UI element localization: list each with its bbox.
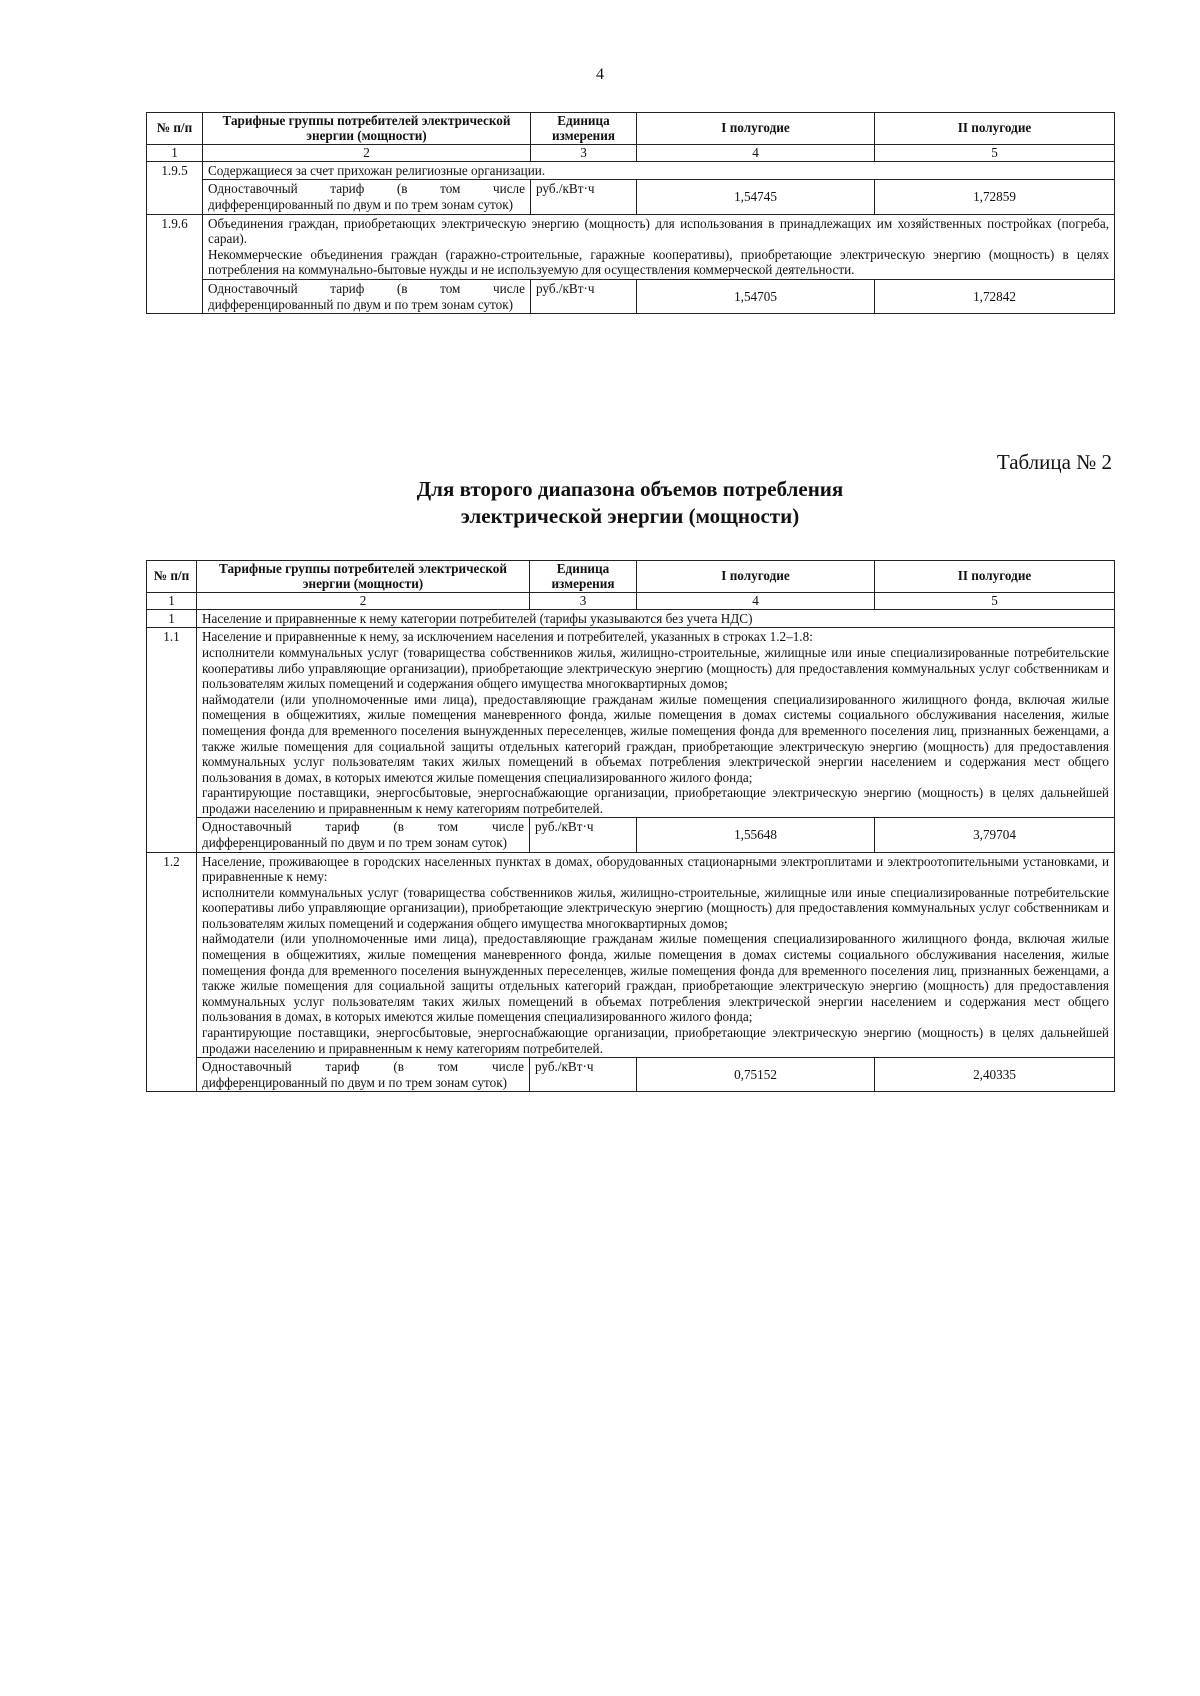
row-description [203,214,1115,279]
index-cell: 3 [531,145,637,162]
header-tariff-groups: Тарифные группы потребителей электрической энергии (мощности) [197,561,530,593]
description-paragraph: Объединения граждан, приобретающих электрическую энергию (мощность) для использования в принадлежащих им хозяйственных постройках (погреба, сараи). [208,215,1109,247]
tariff-row [147,1058,1115,1092]
tariff-unit: руб./кВт·ч [530,1058,637,1092]
tariff-unit: руб./кВт·ч [531,180,637,214]
table-number-label: Таблица № 2 [996,450,1112,474]
index-cell: 1 [147,593,197,610]
tariff-value-half-2: 1,72859 [875,180,1115,214]
tariff-value-half-1: 1,54745 [637,180,875,214]
header-half-1: I полугодие [637,113,875,145]
index-row [147,593,1115,610]
table-row [147,628,1115,818]
tariff-row [147,279,1115,313]
tariff-value-half-2: 3,79704 [875,818,1115,852]
index-cell: 4 [637,145,875,162]
section-title-line: Для второго диапазона объемов потребления [416,477,844,501]
description-paragraph: Население, проживающее в городских населенных пунктах в домах, оборудованных стационарными электроплитами и электроотопительными установками, и приравненные к нему: [202,853,1109,885]
tariff-row [147,818,1115,852]
description-paragraph: исполнители коммунальных услуг (товарищества собственников жилья, жилищно-строительные, жилищные или иные специализированные потребительские кооперативы либо управляющие организации), приобретающие электрическую энергию (мощность) для предоставления коммунальных услуг собственникам и пользователям жилых помещений и содержания общего имущества многоквартирных домов; [202,884,1109,931]
tariff-row [147,180,1115,214]
tariff-value-half-2: 2,40335 [875,1058,1115,1092]
row-description [197,628,1115,818]
header-number: № п/п [147,561,197,593]
row-number: 1.9.5 [147,161,203,214]
index-cell: 4 [637,593,875,610]
index-row [147,145,1115,162]
page-number: 4 [596,66,604,83]
header-tariff-groups: Тарифные группы потребителей электрической энергии (мощности) [203,113,531,145]
header-unit: Единица измерения [531,113,637,145]
index-cell: 5 [875,145,1115,162]
index-cell: 2 [203,145,531,162]
tariff-label: Одноставочный тариф (в том числе дифференцированный по двум и по трем зонам суток) [203,279,531,313]
header-half-2: II полугодие [875,561,1115,593]
header-half-1: I полугодие [637,561,875,593]
tariff-label: Одноставочный тариф (в том числе дифференцированный по двум и по трем зонам суток) [197,1058,530,1092]
tariff-value-half-1: 0,75152 [637,1058,875,1092]
description-paragraph: гарантирующие поставщики, энергосбытовые, энергоснабжающие организации, приобретающие электрическую энергию (мощность) в целях дальнейшей продажи населению и приравненным к нему категориям потребителей. [202,1024,1109,1056]
header-row [147,113,1115,145]
description-paragraph: наймодатели (или уполномоченные ими лица), предоставляющие гражданам жилые помещения специализированного жилищного фонда, включая жилые помещения в общежитиях, жилые помещения маневренного фонда, жилые помещения в домах системы социального обслуживания населения, жилые помещения фонда для временного поселения вынужденных переселенцев, жилые помещения фонда для временного поселения лиц, признанных беженцами, а также жилые помещения для социальной защиты отдельных категорий граждан, приобретающие электрическую энергию (мощность) для предоставления коммунальных услуг пользователям таких жилых помещений в объемах потребления электрической энергии населением и содержания мест общего пользования в домах, в которых имеются жилые помещения специализированного жилого фонда; [202,931,1109,1025]
section-title-line: электрической энергии (мощности) [460,504,800,529]
row-number: 1 [147,609,197,628]
row-number: 1.1 [147,628,197,852]
header-row [147,561,1115,593]
index-cell: 3 [530,593,637,610]
tariff-table-1 [146,112,1115,314]
tariff-value-half-1: 1,55648 [637,818,875,852]
header-unit: Единица измерения [530,561,637,593]
tariff-unit: руб./кВт·ч [531,279,637,313]
tariff-value-half-2: 1,72842 [875,279,1115,313]
tariff-table-2 [146,560,1115,1092]
index-cell: 2 [197,593,530,610]
index-cell: 1 [147,145,203,162]
tariff-unit: руб./кВт·ч [530,818,637,852]
table-row [147,852,1115,1058]
row-description: Население и приравненные к нему категории потребителей (тарифы указываются без учета НДС) [197,609,1115,628]
table-row [147,214,1115,279]
row-number: 1.2 [147,852,197,1092]
tariff-label: Одноставочный тариф (в том числе дифференцированный по двум и по трем зонам суток) [197,818,530,852]
description-paragraph: исполнители коммунальных услуг (товарищества собственников жилья, жилищно-строительные, жилищные или иные специализированные потребительские кооперативы либо управляющие организации), приобретающие электрическую энергию (мощность) для предоставления коммунальных услуг собственникам и пользователям жилых помещений и содержания общего имущества многоквартирных домов; [202,645,1109,692]
header-half-2: II полугодие [875,113,1115,145]
row-number: 1.9.6 [147,214,203,313]
index-cell: 5 [875,593,1115,610]
description-paragraph: гарантирующие поставщики, энергосбытовые, энергоснабжающие организации, приобретающие электрическую энергию (мощность) в целях дальнейшей продажи населению и приравненным к нему категориям потребителей. [202,785,1109,816]
description-paragraph: Население и приравненные к нему, за исключением населения и потребителей, указанных в строках 1.2–1.8: [202,629,813,645]
section-title [0,476,1200,531]
row-description: Содержащиеся за счет прихожан религиозные организации. [203,161,1115,180]
description-paragraph: наймодатели (или уполномоченные ими лица), предоставляющие гражданам жилые помещения специализированного жилищного фонда, включая жилые помещения в общежитиях, жилые помещения маневренного фонда, жилые помещения в домах системы социального обслуживания населения, жилые помещения фонда для временного поселения вынужденных переселенцев, жилые помещения фонда для временного поселения лиц, признанных беженцами, а также жилые помещения для социальной защиты отдельных категорий граждан, приобретающие электрическую энергию (мощность) для предоставления коммунальных услуг пользователям таких жилых помещений в объемах потребления электрической энергии населением и содержания мест общего пользования в домах, в которых имеются жилые помещения специализированного жилого фонда; [202,691,1109,785]
tariff-value-half-1: 1,54705 [637,279,875,313]
tariff-label: Одноставочный тариф (в том числе дифференцированный по двум и по трем зонам суток) [203,180,531,214]
row-description [197,852,1115,1058]
table-row [147,161,1115,180]
description-paragraph: Некоммерческие объединения граждан (гаражно-строительные, гаражные кооперативы), приобретающие электрическую энергию (мощность) в целях потребления на коммунально-бытовые нужды и не используемую для осуществления коммерческой деятельности. [208,246,1109,278]
header-number: № п/п [147,113,203,145]
table-row [147,609,1115,628]
